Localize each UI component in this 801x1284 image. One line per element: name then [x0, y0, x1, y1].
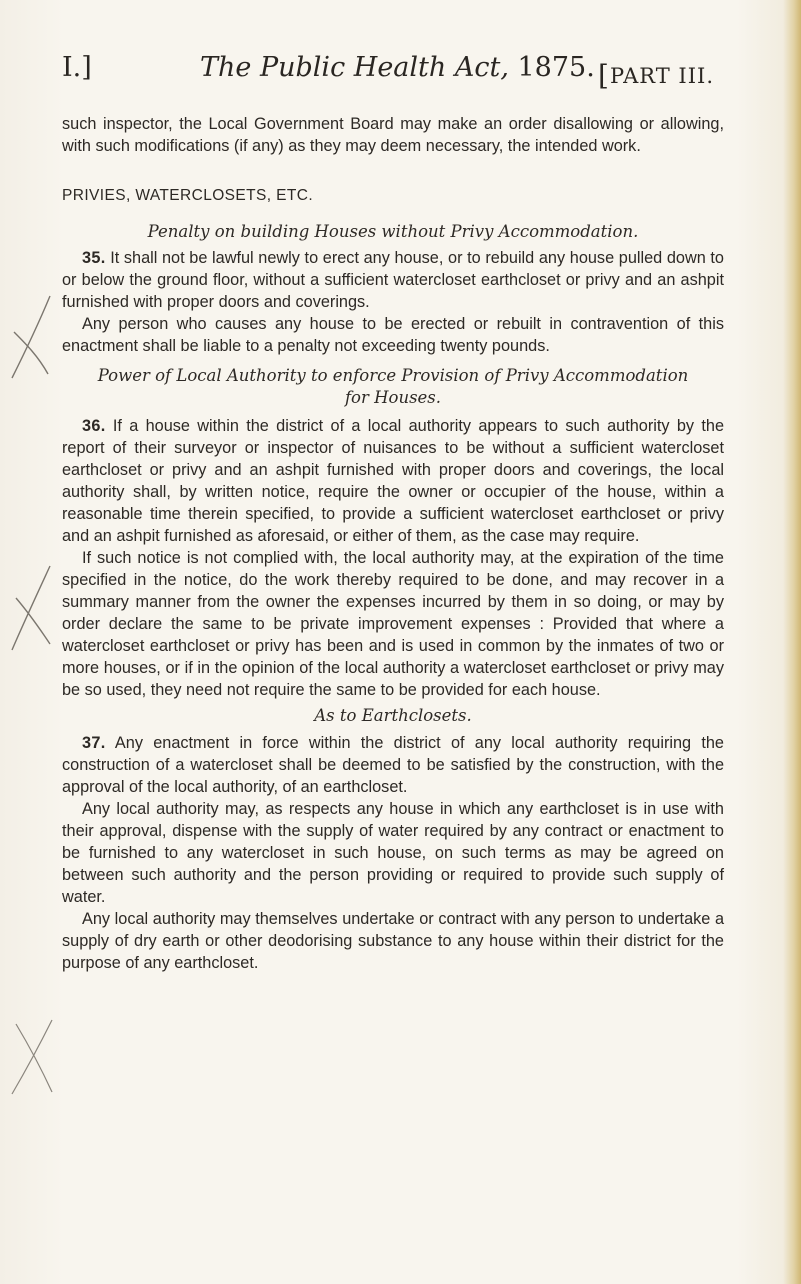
section-37-para-3: Any local authority may themselves undertake or contract with any person to undertake a supply of dry earth or other deodorising substance to any house within their district for the purpose of any earthcloset.: [62, 910, 724, 972]
part-bracket: [: [598, 59, 610, 92]
section-36-text-1: If a house within the district of a local authority appears to such authority by the report of their surveyor or inspector of nuisances to be without a sufficient watercloset earthcloset or privy and an ashpit furnished with proper doors and coverings, the local authority shall, by written notice, require the owner or occupier of the house, within a reasonable time therein specified, to provide a sufficient watercloset earthcloset or privy and an ashpit furnished as aforesaid, or either of them, as the case may require.: [62, 417, 724, 545]
running-head: [0, 52, 801, 96]
margin-cross-mark-icon: [6, 560, 60, 656]
marginal-heading-37: As to Earthclosets.: [314, 706, 472, 725]
running-title: [200, 52, 595, 83]
marginal-36-line-1: Power of Local Authority to enforce Provision of Privy Accommodation: [97, 366, 689, 385]
section-37-para-1: [62, 732, 724, 798]
section-36-number: 36.: [82, 417, 106, 435]
act-title: The Public Health Act,: [200, 52, 509, 83]
margin-cross-mark-icon: [6, 292, 60, 384]
section-35-para-1: [62, 247, 724, 313]
part-label: [598, 52, 714, 90]
section-36-para-2: If such notice is not complied with, the local authority may, at the expiration of the time specified in the notice, do the work thereby required to be done, and may recover in a summary manner from the owner the expenses incurred by them in so doing, or may by order declare the same to be private improvement expenses : Provided that where a watercloset earthcloset or privy has been and is used in common by the inmates of two or more houses, or if in the opinion of the local authority a watercloset earthcloset or privy may be so used, they need not require the same to be provided for each house.: [62, 549, 724, 699]
act-year: 1875.: [517, 52, 595, 83]
margin-cross-mark-icon: [6, 1016, 60, 1100]
body-text: [62, 113, 724, 974]
section-35-para-2: Any person who causes any house to be erected or rebuilt in contravention of this enactment shall be liable to a penalty not exceeding twenty pounds.: [62, 315, 724, 355]
section-number-marker: I.]: [62, 52, 92, 83]
marginal-heading-35: Penalty on building Houses without Privy Accommodation.: [147, 222, 639, 241]
page-edge-shadow: [783, 0, 801, 1284]
continuation-paragraph: such inspector, the Local Government Board may make an order disallowing or allowing, with such modifications (if any) as they may deem necessary, the intended work.: [62, 115, 724, 155]
section-37-text-1: Any enactment in force within the district of any local authority requiring the construction of a watercloset shall be deemed to be satisfied by the construction, with the approval of the local authority, of an earthcloset.: [62, 734, 724, 796]
section-35-number: 35.: [82, 249, 106, 267]
section-heading: PRIVIES, WATERCLOSETS, ETC.: [62, 187, 314, 204]
section-37-number: 37.: [82, 734, 106, 752]
section-35-text-1: It shall not be lawful newly to erect any house, or to rebuild any house pulled down to or below the ground floor, without a sufficient watercloset earthcloset or privy and an ashpit furnished with proper doors and coverings.: [62, 249, 724, 311]
section-36-para-1: [62, 415, 724, 547]
part-text: PART III.: [609, 64, 714, 88]
marginal-36-line-2: for Houses.: [344, 388, 442, 407]
marginal-heading-36: [62, 365, 724, 409]
section-37-para-2: Any local authority may, as respects any house in which any earthcloset is in use with their approval, dispense with the supply of water required by any contract or enactment to be furnished to any watercloset in such house, on such terms as may be agreed on between such authority and the person providing or required to provide such supply of water.: [62, 800, 724, 906]
